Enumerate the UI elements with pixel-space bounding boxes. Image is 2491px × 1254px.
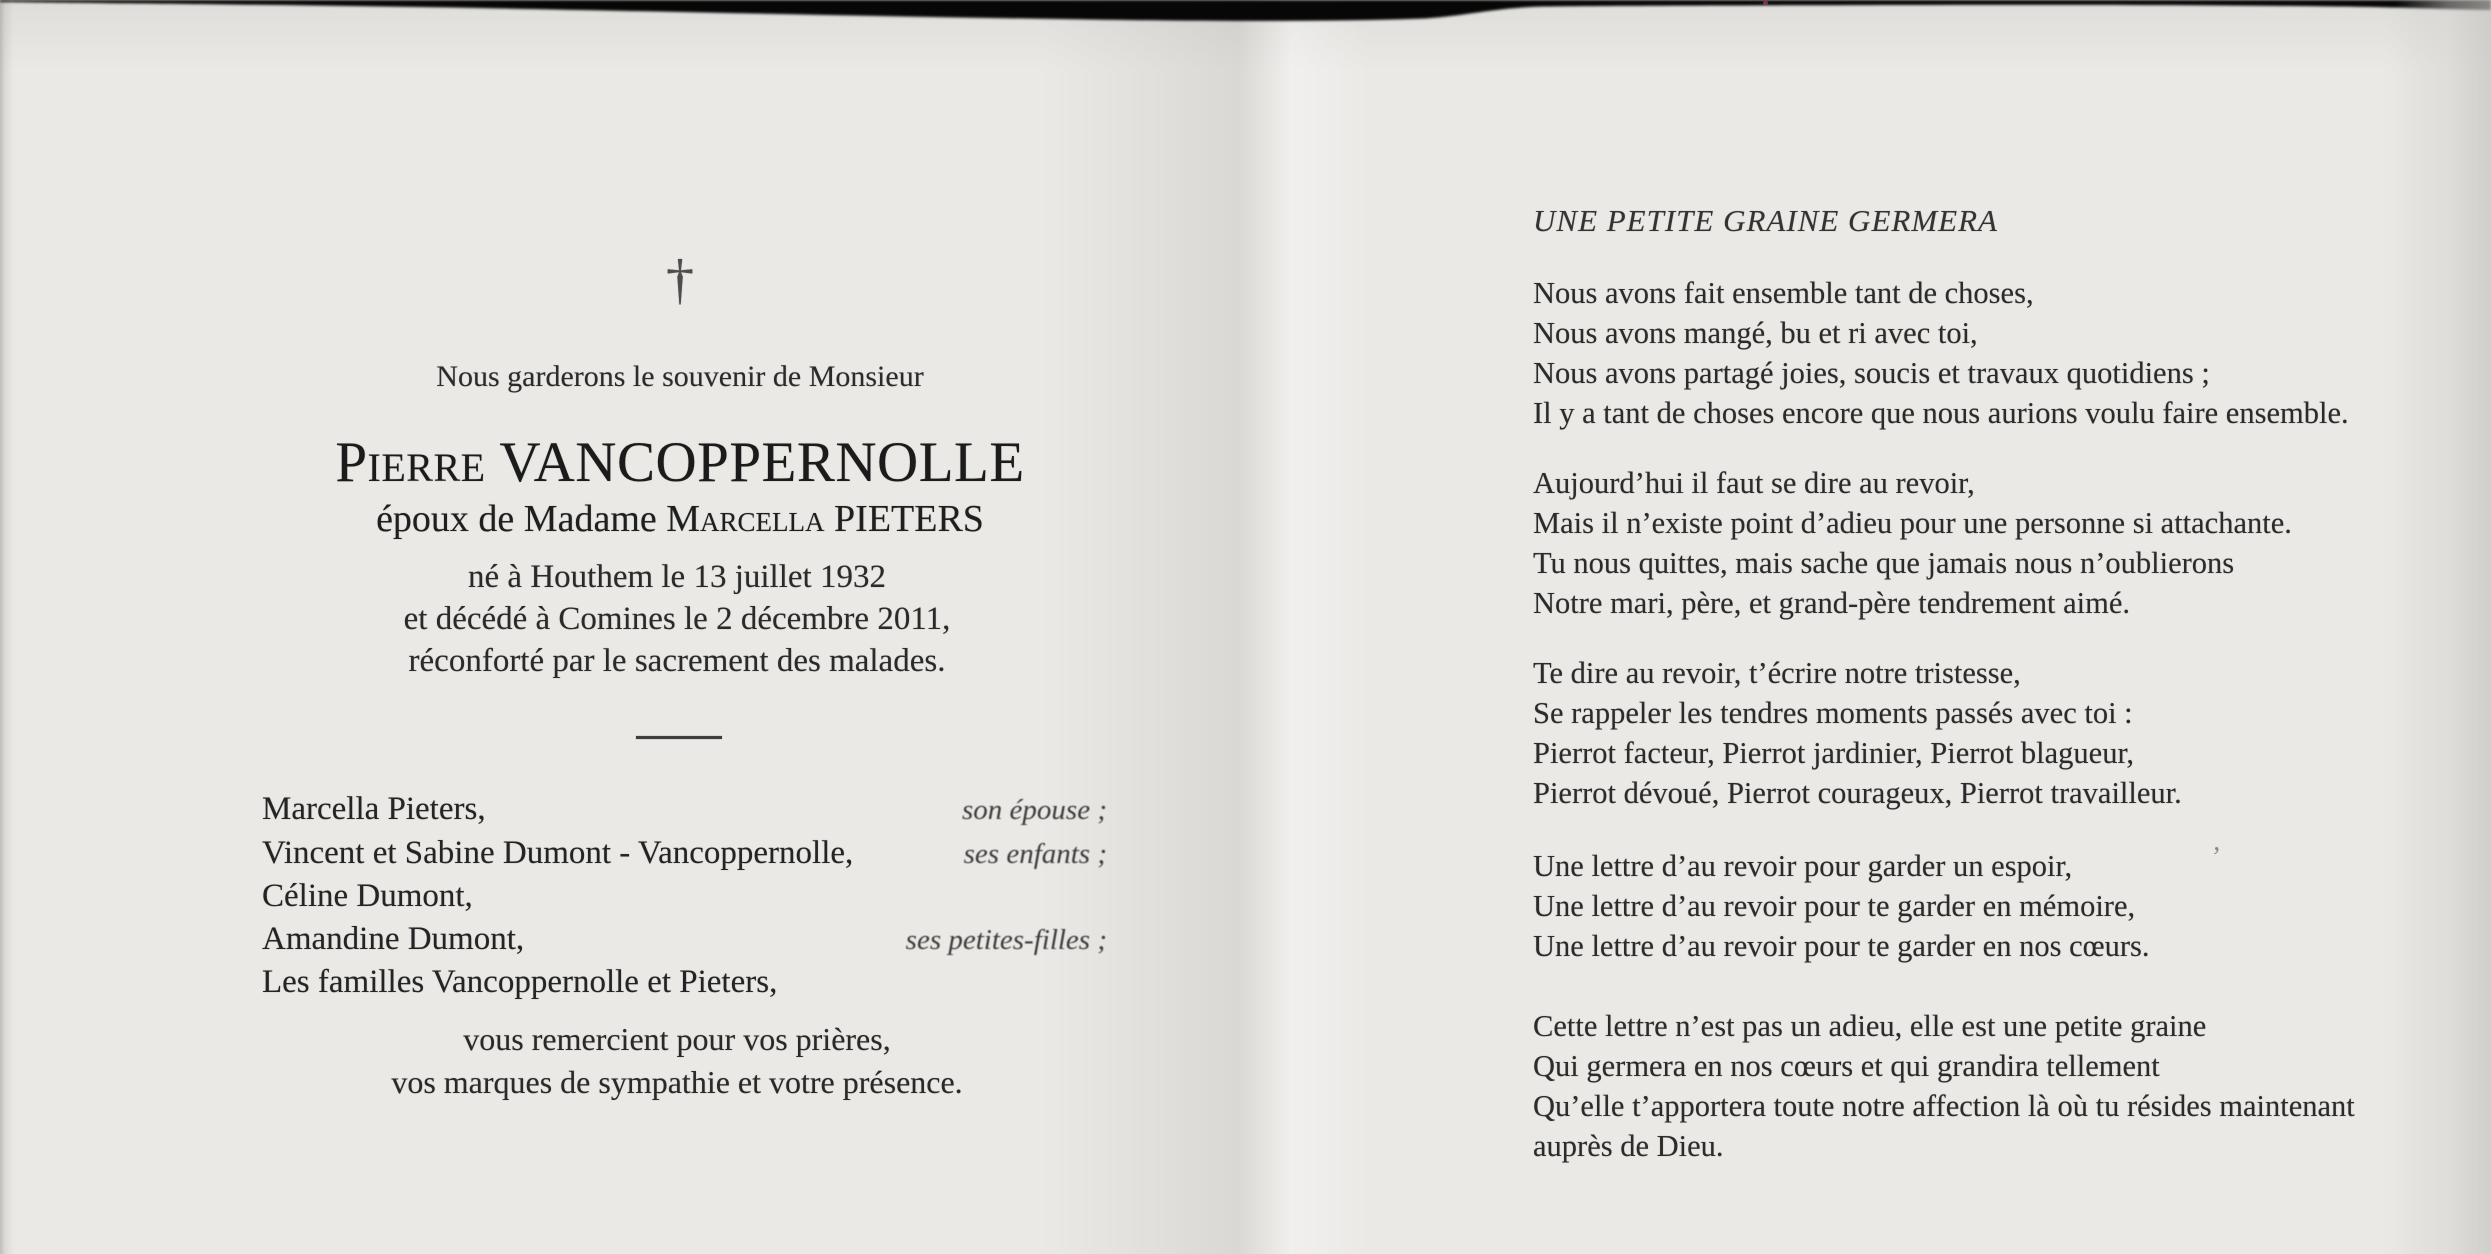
spouse-line — [262, 497, 1098, 541]
poem-line: Mais il n’existe point d’adieu pour une personne si attachante. — [1533, 506, 2292, 540]
poem-line: Qui germera en nos cœurs et qui grandira tellement — [1533, 1049, 2160, 1083]
poem-line: Nous avons mangé, bu et ri avec toi, — [1533, 316, 1978, 350]
family-name: Marcella Pieters, — [262, 791, 486, 827]
sacrament-line: réconforté par le sacrement des malades. — [408, 643, 946, 679]
poem — [1533, 203, 2491, 1196]
poem-title: UNE PETITE GRAINE GERMERA — [1533, 203, 1998, 238]
poem-line: auprès de Dieu. — [1533, 1129, 1724, 1163]
intro-line: Nous garderons le souvenir de Monsieur — [436, 360, 924, 393]
spouse-first-name: Marcella — [666, 498, 825, 540]
divider-rule — [636, 736, 722, 739]
poem-stanza-2 — [1533, 463, 2491, 623]
scan-black-band — [0, 0, 2491, 46]
family-name: Les familles Vancoppernolle et Pieters, — [262, 964, 778, 1000]
family-row — [262, 961, 1107, 1004]
family-list — [262, 788, 1107, 1004]
poem-line: Nous avons fait ensemble tant de choses, — [1533, 276, 2034, 310]
family-name: Amandine Dumont, — [262, 920, 525, 957]
family-name: Vincent et Sabine Dumont - Vancoppernolle, — [262, 834, 854, 871]
poem-line: Il y a tant de choses encore que nous aurions voulu faire ensemble. — [1533, 396, 2349, 430]
deceased-name — [242, 430, 1118, 495]
family-relation: ses enfants ; — [963, 837, 1107, 870]
poem-stanza-1 — [1533, 273, 2491, 433]
scan-speck — [1763, 1, 1768, 5]
death-line: et décédé à Comines le 2 décembre 2011, — [403, 601, 951, 637]
thanks-line: vos marques de sympathie et votre présence. — [391, 1064, 963, 1100]
family-name: Céline Dumont, — [262, 878, 473, 914]
poem-line: Cette lettre n’est pas un adieu, elle est une petite graine — [1533, 1009, 2207, 1043]
scan-speck: ’ — [2210, 842, 2220, 873]
deceased-last-name: VANCOPPERNOLLE — [499, 431, 1025, 494]
poem-stanza-4 — [1533, 846, 2491, 966]
family-row — [262, 918, 1107, 962]
poem-line: Aujourd’hui il faut se dire au revoir, — [1533, 466, 1975, 500]
poem-stanza-5 — [1533, 1006, 2491, 1166]
poem-line: Une lettre d’au revoir pour garder un espoir, — [1533, 849, 2073, 883]
poem-line: Tu nous quittes, mais sache que jamais nous n’oublierons — [1533, 546, 2235, 580]
family-relation: ses petites-filles ; — [905, 923, 1107, 956]
scan-edge-fade — [2396, 0, 2491, 1254]
poem-stanza-3 — [1533, 653, 2491, 813]
family-row — [262, 832, 1107, 876]
poem-line: Te dire au revoir, t’écrire notre tristesse, — [1533, 656, 2021, 690]
poem-line: Notre mari, père, et grand-père tendrement aimé. — [1533, 586, 2130, 620]
family-row — [262, 875, 1107, 918]
thanks-block — [262, 1018, 1092, 1104]
thanks-line: vous remercient pour vos prières, — [463, 1021, 891, 1057]
poem-line: Se rappeler les tendres moments passés avec toi : — [1533, 696, 2133, 730]
poem-line: Pierrot dévoué, Pierrot courageux, Pierrot travailleur. — [1533, 776, 2182, 810]
poem-line: Une lettre d’au revoir pour te garder en nos cœurs. — [1533, 929, 2150, 963]
latin-cross-icon: † — [666, 249, 694, 311]
poem-line: Qu’elle t’apportera toute notre affection là où tu résides maintenant — [1533, 1089, 2355, 1123]
family-row — [262, 788, 1107, 832]
spouse-last-name: PIETERS — [834, 498, 984, 540]
life-dates — [262, 556, 1092, 682]
family-relation: son épouse ; — [962, 794, 1107, 826]
birth-line: né à Houthem le 13 juillet 1932 — [468, 559, 886, 595]
deceased-first-name: Pierre — [335, 431, 486, 494]
spouse-prefix: époux de Madame — [376, 498, 667, 540]
poem-line: Nous avons partagé joies, soucis et travaux quotidiens ; — [1533, 356, 2210, 390]
poem-line: Pierrot facteur, Pierrot jardinier, Pierrot blagueur, — [1533, 736, 2135, 770]
poem-line: Une lettre d’au revoir pour te garder en mémoire, — [1533, 889, 2136, 923]
